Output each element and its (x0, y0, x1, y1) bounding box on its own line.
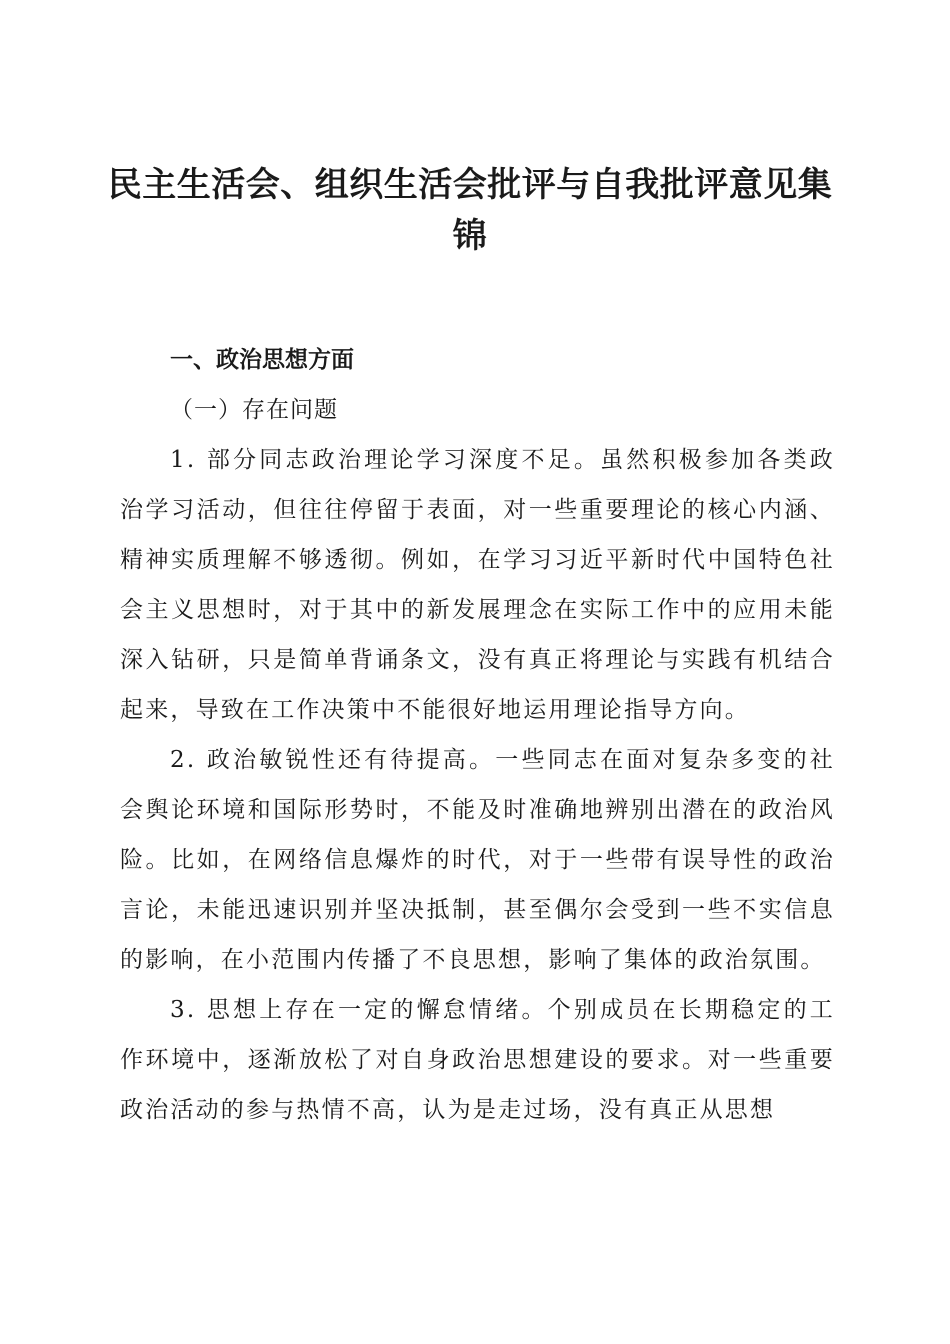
section-heading: 一、政治思想方面 (170, 347, 354, 373)
paragraph-2: 2. 政治敏锐性还有待提高。一些同志在面对复杂多变的社会舆论环境和国际形势时，不能及时准确地辨别出潜在的政治风险。比如，在网络信息爆炸的时代，对于一些带有误导性的政治言论，未能迅速识别并坚决抵制，甚至偶尔会受到一些不实信息的影响，在小范围内传播了不良思想，影响了集体的政治氛围。 (120, 747, 835, 973)
document-body (120, 335, 835, 1135)
subsection-heading: （一）存在问题 (170, 397, 338, 423)
document-title: 民主生活会、组织生活会批评与自我批评意见集锦 (107, 165, 833, 256)
paragraph-3: 3. 思想上存在一定的懈怠情绪。个别成员在长期稳定的工作环境中，逐渐放松了对自身政治思想建设的要求。对一些重要政治活动的参与热情不高，认为是走过场，没有真正从思想 (120, 997, 835, 1123)
paragraph-1: 1. 部分同志政治理论学习深度不足。虽然积极参加各类政治学习活动，但往往停留于表面，对一些重要理论的核心内涵、精神实质理解不够透彻。例如，在学习习近平新时代中国特色社会主义思想时，对于其中的新发展理念在实际工作中的应用未能深入钻研，只是简单背诵条文，没有真正将理论与实践有机结合起来，导致在工作决策中不能很好地运用理论指导方向。 (120, 447, 835, 723)
